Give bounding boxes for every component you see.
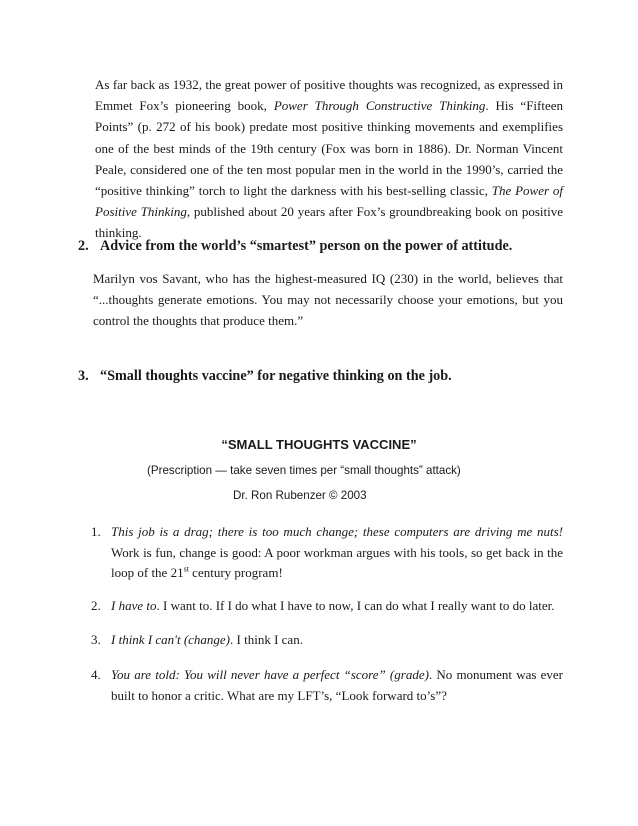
list-item-quote: I think I can't (change)	[111, 632, 231, 647]
list-item-response: . No monument was ever built to honor a critic. What are my LFT’s, “Look forward to’s”?	[111, 667, 563, 703]
list-item-text	[111, 522, 563, 584]
ordinal-suffix: st	[183, 564, 189, 574]
list-item-text	[111, 596, 563, 617]
list-item-response: . I want to. If I do what I have to now, I can do what I really want to do later.	[156, 598, 555, 613]
list-item-response-end: century program!	[188, 565, 283, 580]
list-item-text	[111, 630, 563, 651]
list-item-number: 4.	[91, 667, 101, 682]
vaccine-subtitle: (Prescription — take seven times per “small thoughts” attack)	[147, 464, 461, 477]
list-item	[91, 522, 563, 584]
list-item-text	[111, 665, 563, 706]
list-item-quote: This job is a drag; there is too much change; these computers are driving me nuts!	[111, 524, 563, 539]
list-item-number: 2.	[91, 598, 101, 613]
book-title-peale: The Power of Positive Thinking,	[95, 183, 564, 220]
book-title-fox: Power Through Constructive Thinking	[273, 98, 486, 114]
section-2-heading	[78, 238, 512, 255]
section-3-heading	[78, 368, 452, 385]
intro-text-1: As far back as 1932, the great power of positive thoughts was recognized, as expressed in Emmet Fox’s pioneering book,	[95, 77, 563, 114]
intro-paragraph	[95, 74, 563, 244]
list-item	[91, 630, 563, 651]
section-3-title: “Small thoughts vaccine” for negative thinking on the job.	[100, 368, 452, 384]
list-item-number: 1.	[91, 524, 101, 539]
list-item-response: Work is fun, change is good: A poor workman argues with his tools, so get back in the loop of the 21	[111, 544, 563, 580]
list-item-quote: I have to	[111, 598, 157, 613]
vaccine-title: “SMALL THOUGHTS VACCINE”	[221, 437, 417, 452]
vaccine-author: Dr. Ron Rubenzer © 2003	[233, 489, 367, 502]
section-2-body: Marilyn vos Savant, who has the highest-measured IQ (230) in the world, believes that “...thoughts generate emotions. You may not necessarily choose your emotions, but you control the thoughts that produce them.”	[93, 271, 563, 329]
list-item-response: . I think I can.	[230, 632, 303, 647]
intro-text-2: . His “Fifteen Points” (p. 272 of his book) predate most positive thinking movements and exemplifies one of the best minds of the 19th century (Fox was born in 1886). Dr. Norman Vincent Peale, considered one of the ten most popular men in the world in the 1990’s, carried the “positive thinking” torch to light the darkness with his best-selling classic,	[95, 98, 564, 199]
section-2-title: Advice from the world’s “smartest” person on the power of attitude.	[100, 238, 513, 254]
list-item-quote: You are told: You will never have a perfect “score” (grade)	[111, 667, 429, 682]
list-item	[91, 596, 563, 617]
intro-text-3: published about 20 years after Fox’s groundbreaking book on positive thinking.	[95, 204, 563, 241]
section-2-number: 2.	[78, 238, 89, 254]
list-item	[91, 665, 563, 706]
section-3-number: 3.	[78, 368, 89, 384]
list-item-number: 3.	[91, 632, 101, 647]
